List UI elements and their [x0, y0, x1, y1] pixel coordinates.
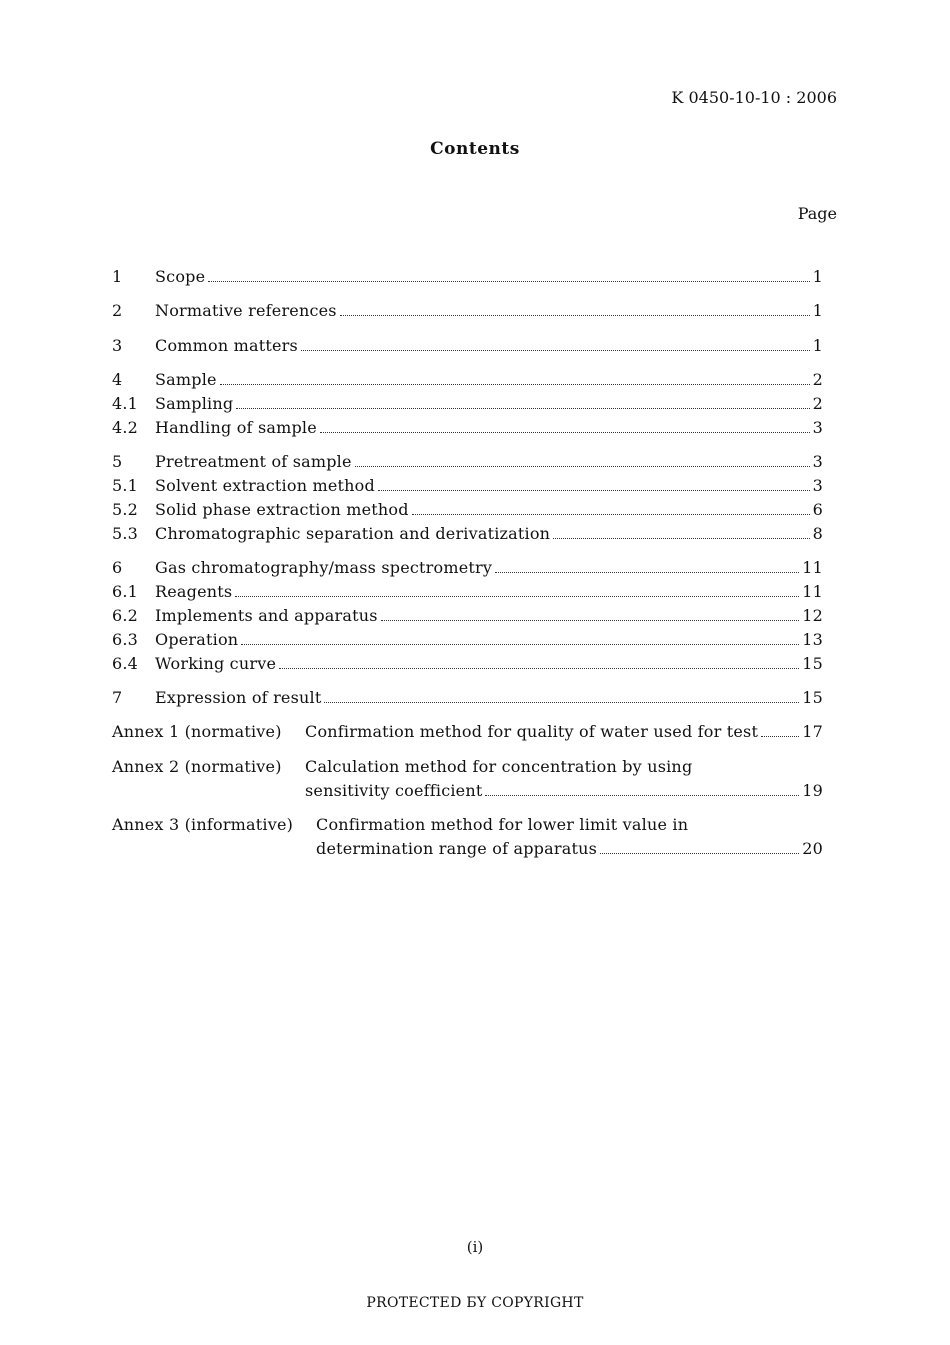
toc-entry-number: 2	[112, 301, 123, 320]
toc-entry[interactable]	[112, 300, 823, 322]
toc-entry-number: 1	[112, 267, 123, 286]
toc-entry-number: 4.2	[112, 418, 139, 437]
dot-leader	[324, 702, 799, 703]
toc-entry-page: 11	[802, 582, 823, 601]
toc-entry-title: Solid phase extraction method	[155, 500, 409, 519]
dot-leader	[301, 350, 810, 351]
toc-entry-number: 5.1	[112, 476, 139, 495]
dot-leader	[485, 795, 799, 796]
dot-leader	[236, 408, 809, 409]
dot-leader	[279, 668, 799, 669]
annex-title: Confirmation method for quality of water used for test	[305, 722, 759, 741]
toc-entry-page: 1	[812, 301, 823, 320]
toc-entry[interactable]	[112, 393, 823, 415]
dot-leader	[381, 620, 800, 621]
toc-entry[interactable]	[112, 687, 823, 709]
toc-entry[interactable]	[112, 605, 823, 627]
toc-entry[interactable]	[112, 266, 823, 288]
toc-entry-number: 4	[112, 370, 123, 389]
toc-entry[interactable]	[112, 523, 823, 545]
toc-entry-page: 11	[802, 558, 823, 577]
toc-entry-number: 6.2	[112, 606, 139, 625]
toc-entry-title: Sampling	[155, 394, 234, 413]
toc-entry-page: 1	[812, 336, 823, 355]
toc-entry-number: 6	[112, 558, 123, 577]
toc-entry-page: 6	[812, 500, 823, 519]
toc-entry[interactable]	[112, 499, 823, 521]
dot-leader	[241, 644, 799, 645]
toc-entry-title: Working curve	[155, 654, 277, 673]
annex-title-line1: Calculation method for concentration by using	[305, 757, 693, 776]
toc-entry-title: Chromatographic separation and derivatization	[155, 524, 551, 543]
toc-entry[interactable]	[112, 653, 823, 675]
toc-entry-number: 3	[112, 336, 123, 355]
footer-page-number: (i)	[466, 1238, 484, 1256]
toc-entry-page: 2	[812, 370, 823, 389]
toc-entry[interactable]	[112, 451, 823, 473]
toc-entry-title: Expression of result	[155, 688, 322, 707]
toc-entry-page: 15	[802, 688, 823, 707]
toc-entry[interactable]	[112, 475, 823, 497]
annex-title-line2: sensitivity coefficient	[305, 781, 483, 800]
toc-entry-page: 3	[812, 476, 823, 495]
page-title: Contents	[430, 139, 520, 159]
toc-entry[interactable]	[112, 369, 823, 391]
toc-entry[interactable]	[112, 557, 823, 579]
annex-page: 20	[802, 839, 823, 858]
toc-entry-title: Operation	[155, 630, 239, 649]
toc-entry-number: 4.1	[112, 394, 139, 413]
dot-leader	[412, 514, 810, 515]
dot-leader	[320, 432, 810, 433]
toc-entry-title: Normative references	[155, 301, 337, 320]
toc-entry-page: 15	[802, 654, 823, 673]
toc-entry-number: 5	[112, 452, 123, 471]
annex-prefix: Annex 1 (normative)	[112, 722, 282, 741]
copyright-notice: PROTECTED БY COPYRIGHT	[366, 1295, 584, 1311]
document-code: K 0450-10-10 : 2006	[671, 88, 837, 107]
toc-entry-title: Scope	[155, 267, 206, 286]
toc-entry-title: Handling of sample	[155, 418, 317, 437]
toc-entry-page: 8	[812, 524, 823, 543]
toc-entry-number: 6.3	[112, 630, 139, 649]
dot-leader	[340, 315, 810, 316]
toc-entry[interactable]	[112, 581, 823, 603]
annex-entry-continuation[interactable]	[112, 838, 823, 860]
page-column-label: Page	[797, 204, 837, 223]
dot-leader	[600, 853, 799, 854]
toc-entry-page: 3	[812, 418, 823, 437]
toc-entry-page: 13	[802, 630, 823, 649]
dot-leader	[208, 281, 809, 282]
annex-entry[interactable]	[112, 814, 823, 836]
toc-entry-title: Gas chromatography/mass spectrometry	[155, 558, 493, 577]
toc-entry-page: 12	[802, 606, 823, 625]
toc-entry-title: Pretreatment of sample	[155, 452, 352, 471]
annex-entry[interactable]	[112, 756, 823, 778]
annex-entry[interactable]	[112, 721, 823, 743]
toc-entry-number: 7	[112, 688, 123, 707]
toc-entry-number: 6.4	[112, 654, 139, 673]
annex-prefix: Annex 3 (informative)	[112, 815, 294, 834]
toc-entry[interactable]	[112, 417, 823, 439]
dot-leader	[495, 572, 799, 573]
toc-entry-title: Solvent extraction method	[155, 476, 375, 495]
dot-leader	[235, 596, 799, 597]
toc-entry-number: 5.3	[112, 524, 139, 543]
dot-leader	[378, 490, 810, 491]
dot-leader	[220, 384, 810, 385]
annex-page: 17	[802, 722, 823, 741]
annex-title-line1: Confirmation method for lower limit value in	[316, 815, 689, 834]
toc-entry-title: Reagents	[155, 582, 233, 601]
toc-entry-title: Sample	[155, 370, 217, 389]
toc-entry-page: 1	[812, 267, 823, 286]
toc-entry-title: Implements and apparatus	[155, 606, 378, 625]
annex-entry-continuation[interactable]	[112, 780, 823, 802]
annex-title-line2: determination range of apparatus	[316, 839, 597, 858]
toc-entry[interactable]	[112, 335, 823, 357]
toc-entry-page: 3	[812, 452, 823, 471]
toc-entry-number: 6.1	[112, 582, 139, 601]
dot-leader	[553, 538, 809, 539]
dot-leader	[761, 736, 799, 737]
annex-prefix: Annex 2 (normative)	[112, 757, 282, 776]
toc-entry[interactable]	[112, 629, 823, 651]
toc-entry-page: 2	[812, 394, 823, 413]
dot-leader	[355, 466, 810, 467]
annex-page: 19	[802, 781, 823, 800]
toc-entry-title: Common matters	[155, 336, 298, 355]
toc-entry-number: 5.2	[112, 500, 139, 519]
